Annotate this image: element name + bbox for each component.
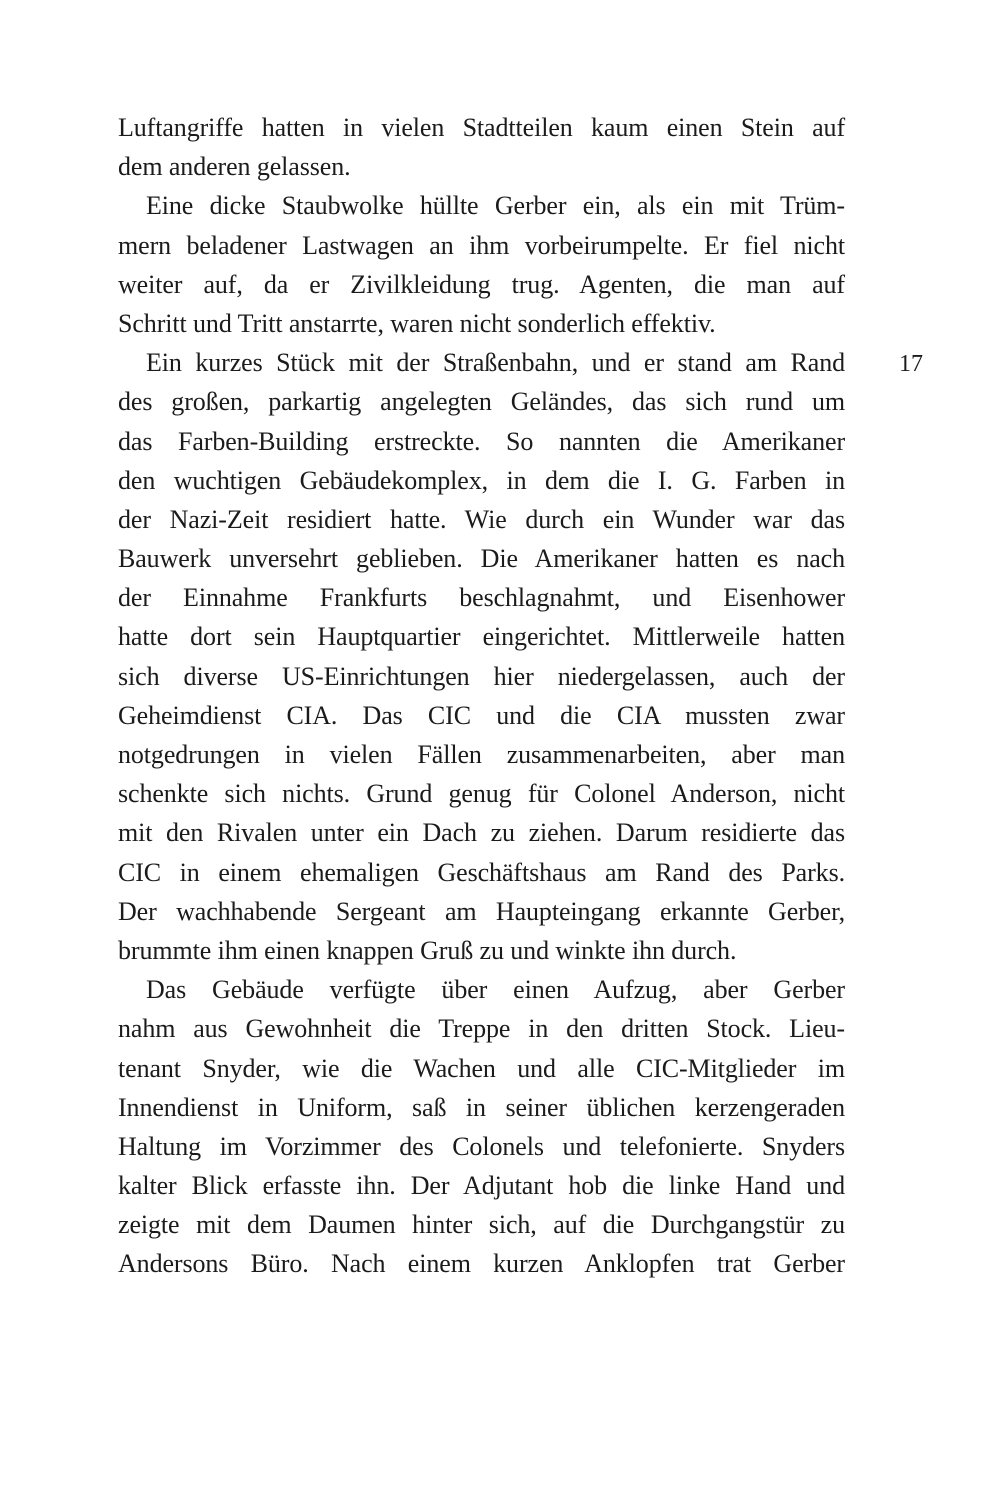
text-block bbox=[118, 108, 845, 1284]
text-line: nahm aus Gewohnheit die Treppe in den dritten Stock. Lieu- bbox=[118, 1014, 845, 1044]
text-line: den wuchtigen Gebäudekomplex, in dem die I. G. Farben in bbox=[118, 465, 845, 495]
text-line: Luftangriffe hatten in vielen Stadtteilen kaum einen Stein auf bbox=[118, 113, 845, 142]
text-line: Bauwerk unversehrt geblieben. Die Amerikaner hatten es nach bbox=[118, 544, 845, 574]
text-line: mit den Rivalen unter ein Dach zu ziehen. Darum residierte das bbox=[118, 818, 845, 848]
text-line: Andersons Büro. Nach einem kurzen Anklopfen trat Gerber bbox=[118, 1249, 845, 1279]
text-line: der Einnahme Frankfurts beschlagnahmt, und Eisenhower bbox=[118, 583, 845, 613]
text-line: dem anderen gelassen. bbox=[118, 152, 351, 182]
text-line: tenant Snyder, wie die Wachen und alle CIC-Mitglieder im bbox=[118, 1053, 845, 1083]
text-line: Eine dicke Staubwolke hüllte Gerber ein, als ein mit Trüm- bbox=[146, 191, 845, 221]
text-line: schenkte sich nichts. Grund genug für Colonel Anderson, nicht bbox=[118, 779, 845, 809]
text-line: mern beladener Lastwagen an ihm vorbeirumpelte. Er fiel nicht bbox=[118, 230, 845, 260]
text-line: notgedrungen in vielen Fällen zusammenarbeiten, aber man bbox=[118, 740, 845, 769]
text-line: Innendienst in Uniform, saß in seiner üblichen kerzengeraden bbox=[118, 1092, 845, 1122]
text-line: Schritt und Tritt anstarrte, waren nicht sonderlich effektiv. bbox=[118, 308, 716, 338]
text-line: der Nazi-Zeit residiert hatte. Wie durch ein Wunder war das bbox=[118, 504, 845, 534]
text-line: Geheimdienst CIA. Das CIC und die CIA mussten zwar bbox=[118, 700, 845, 730]
text-line: CIC in einem ehemaligen Geschäftshaus am Rand des Parks. bbox=[118, 857, 845, 887]
text-line: kalter Blick erfasste ihn. Der Adjutant hob die linke Hand und bbox=[118, 1171, 845, 1201]
text-line: sich diverse US-Einrichtungen hier niedergelassen, auch der bbox=[118, 661, 845, 691]
text-line: Haltung im Vorzimmer des Colonels und telefonierte. Snyders bbox=[118, 1131, 845, 1161]
text-line: Der wachhabende Sergeant am Haupteingang erkannte Gerber, bbox=[118, 896, 845, 926]
text-line: das Farben-Building erstreckte. So nannten die Amerikaner bbox=[118, 426, 845, 456]
text-line: brummte ihm einen knappen Gruß zu und winkte ihn durch. bbox=[118, 935, 737, 965]
text-line: Das Gebäude verfügte über einen Aufzug, aber Gerber bbox=[146, 975, 845, 1005]
text-line: weiter auf, da er Zivilkleidung trug. Agenten, die man auf bbox=[118, 269, 845, 299]
text-line: Ein kurzes Stück mit der Straßenbahn, und er stand am Rand bbox=[146, 348, 845, 378]
text-line: des großen, parkartig angelegten Geländes, das sich rund um bbox=[118, 387, 845, 417]
text-line: zeigte mit dem Daumen hinter sich, auf die Durchgangstür zu bbox=[118, 1210, 845, 1240]
text-line: hatte dort sein Hauptquartier eingerichtet. Mittlerweile hatten bbox=[118, 622, 845, 652]
page-number: 17 bbox=[899, 351, 923, 377]
